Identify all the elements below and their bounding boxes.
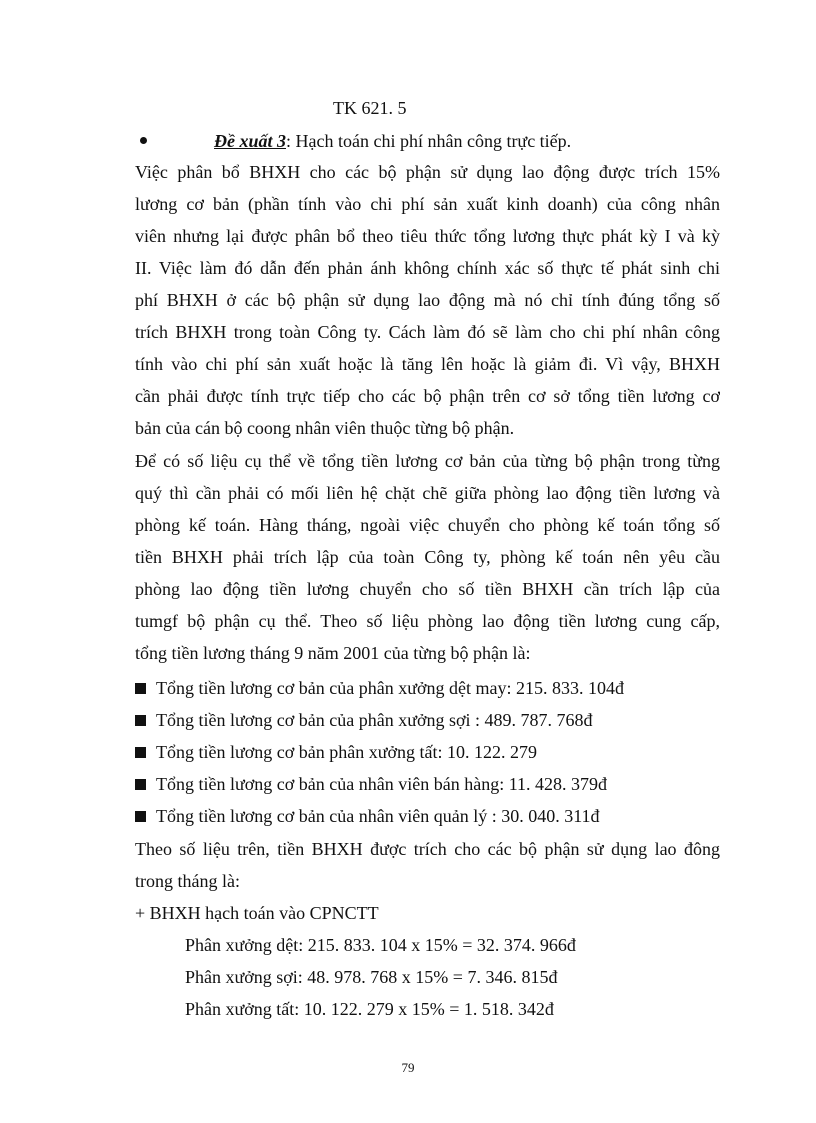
paragraph-2-line: tổng tiền lương tháng 9 năm 2001 của từng bộ phận là: (135, 643, 531, 663)
paragraph-1-line: lương cơ bản (phần tính vào chi phí sản xuất kinh doanh) của công nhân (135, 194, 720, 214)
bullet-item: Tổng tiền lương cơ bản của nhân viên quản lý : 30. 040. 311đ (156, 806, 600, 826)
page-number: 79 (401, 1060, 415, 1075)
bullet-item: Tổng tiền lương cơ bản của phân xưởng dệt may: 215. 833. 104đ (156, 678, 624, 698)
paragraph-1-line: II. Việc làm đó dẫn đến phản ánh không chính xác số thực tế phát sinh chi (135, 258, 720, 278)
proposal-title: : Hạch toán chi phí nhân công trực tiếp. (286, 131, 572, 151)
account-code: TK 621. 5 (333, 98, 407, 118)
paragraph-1-line: cần phải được tính trực tiếp cho các bộ phận trên cơ sở tổng tiền lương cơ (135, 386, 720, 406)
proposal-label: Đề xuất 3 (214, 131, 286, 151)
calc-line: Phân xưởng sợi: 48. 978. 768 x 15% = 7. 346. 815đ (185, 967, 558, 987)
paragraph-2-line: tumgf bộ phận cụ thể. Theo số liệu phòng lao động tiền lương cung cấp, (135, 611, 720, 631)
square-bullet-icon (135, 811, 146, 822)
proposal-heading (214, 129, 571, 153)
paragraph-2-line: Để có số liệu cụ thể về tổng tiền lương cơ bản của từng bộ phận trong từng (135, 451, 720, 471)
calc-line: Phân xưởng dệt: 215. 833. 104 x 15% = 32. 374. 966đ (185, 935, 576, 955)
bullet-item: Tổng tiền lương cơ bản phân xưởng tất: 10. 122. 279 (156, 742, 538, 762)
paragraph-1-line: viên nhưng lại được phân bổ theo tiêu thức tổng lương thực phát kỳ I và kỳ (135, 226, 720, 246)
bhxh-heading: + BHXH hạch toán vào CPNCTT (135, 903, 379, 923)
paragraph-2-line: phòng lao động tiền lương chuyển cho số tiền BHXH cần trích lập của (135, 579, 720, 599)
paragraph-1-line: bản của cán bộ coong nhân viên thuộc từng bộ phận. (135, 418, 515, 438)
calc-line: Phân xưởng tất: 10. 122. 279 x 15% = 1. 518. 342đ (185, 999, 554, 1019)
bullet-item: Tổng tiền lương cơ bản của nhân viên bán hàng: 11. 428. 379đ (156, 774, 608, 794)
paragraph-1-line: Việc phân bổ BHXH cho các bộ phận sử dụng lao động được trích 15% (135, 162, 720, 182)
paragraph-3-line: trong tháng là: (135, 871, 240, 891)
square-bullet-icon (135, 683, 146, 694)
paragraph-3-line: Theo số liệu trên, tiền BHXH được trích cho các bộ phận sử dụng lao đông (135, 839, 720, 859)
paragraph-1-line: trích BHXH trong toàn Công ty. Cách làm đó sẽ làm cho chi phí nhân công (135, 322, 720, 342)
square-bullet-icon (135, 779, 146, 790)
bullet-dot-icon (140, 137, 147, 144)
square-bullet-icon (135, 715, 146, 726)
paragraph-1-line: phí BHXH ở các bộ phận sử dụng lao động mà nó chỉ tính đúng tổng số (135, 290, 720, 310)
paragraph-2-line: quý thì cần phải có mối liên hệ chặt chẽ giữa phòng lao động tiền lương và (135, 483, 720, 503)
paragraph-1-line: tính vào chi phí sản xuất hoặc là tăng lên hoặc là giảm đi. Vì vậy, BHXH (135, 354, 720, 374)
paragraph-2-line: phòng kế toán. Hàng tháng, ngoài việc chuyển cho phòng kế toán tổng số (135, 515, 720, 535)
bullet-item: Tổng tiền lương cơ bản của phân xưởng sợi : 489. 787. 768đ (156, 710, 593, 730)
paragraph-2-line: tiền BHXH phải trích lập của toàn Công ty, phòng kế toán nên yêu cầu (135, 547, 720, 567)
square-bullet-icon (135, 747, 146, 758)
